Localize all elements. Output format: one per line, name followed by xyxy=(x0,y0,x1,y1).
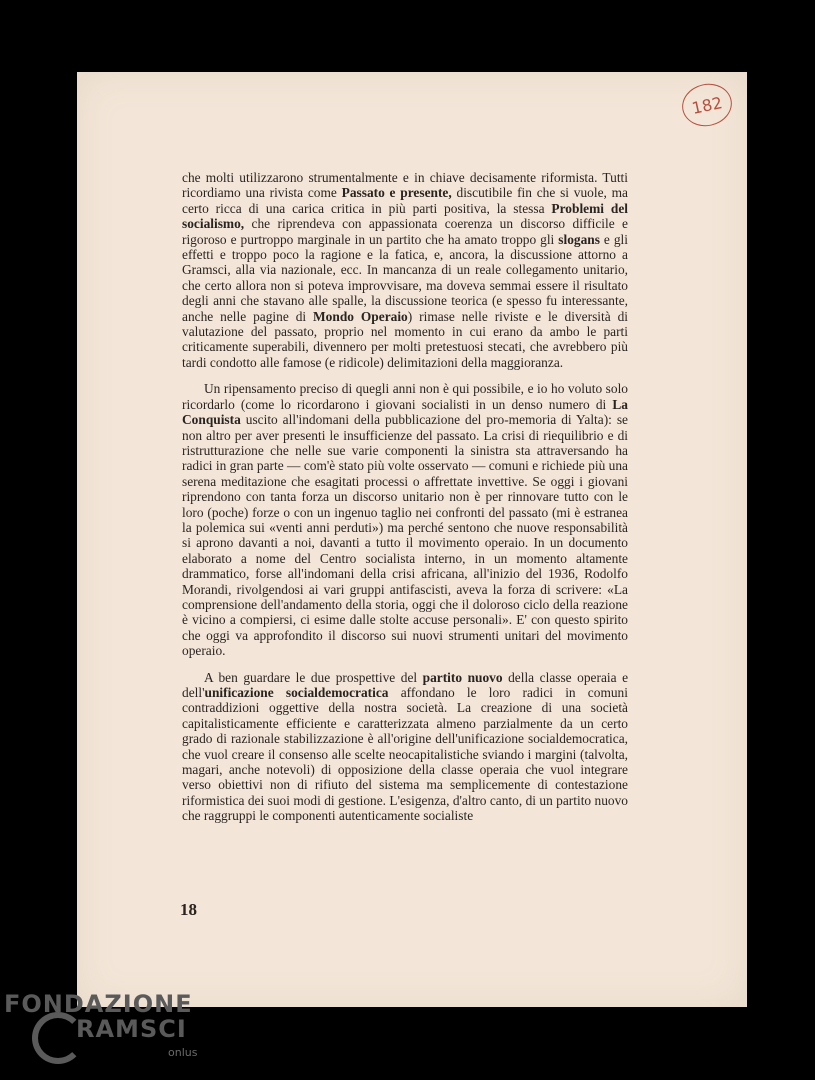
bold-title-run: Passato e presente, xyxy=(341,185,452,201)
bold-title-run: slogans xyxy=(558,231,600,247)
logo-line-3: onlus xyxy=(168,1046,198,1059)
logo-line-1: FONDAZIONE xyxy=(4,990,193,1018)
logo-line-2: RAMSCI xyxy=(76,1015,187,1043)
bold-title-run: La Conquista xyxy=(182,396,628,428)
bold-title-run: unificazione socialdemocratica xyxy=(204,685,389,700)
page-number: 18 xyxy=(180,900,197,919)
archive-folio-stamp: 182 xyxy=(678,79,736,130)
bold-title-run: Problemi del socialismo, xyxy=(182,200,628,232)
paragraph-3 xyxy=(182,670,628,824)
text-run: A ben guardare le due prospettive del xyxy=(204,669,423,685)
paragraph-1 xyxy=(182,170,628,370)
bold-title-run: partito nuovo xyxy=(422,669,503,685)
text-run: che molti utilizzarono strumentalmente e in chiave decisamente riformista. Tutti ricordiamo una rivista come xyxy=(182,170,628,201)
text-run: uscito all'indomani della pubblicazione del pro-memoria di Yalta): se non altro per aver presenti le insufficienze del passato. La crisi di riequilibrio e di ristrutturazione che nelle sue varie componenti la sinistra sta attraversando ha radici in gran parte — com'è stato più volte osservato — comuni e richiede più una serena meditazione che esagitati processi o affrettate invettive. Se oggi i giovani riprendono con tanta forza un discorso unitario non è per rinnovare tutto con le loro (poche) forze o con un ingenuo taglio nei confronti del passato (mi è estranea la polemica sui «venti anni perduti») ma perché sentono che nuove responsabilità si aprono davanti a noi, davanti a tutto il movimento operaio. In un documento elaborato a nome del Centro socialista interno, in un momento altamente drammatico, forse all'indomani della crisi africana, all'inizio del 1936, Rodolfo Morandi, rivolgendosi ai vari gruppi antifascisti, aveva la forza di scrivere: «La comprensione dell'andamento della storia, oggi che il doloroso ciclo della reazione è vicino a compiersi, ci esime dalle stolte accuse personali». E' con questo spirito che oggi va approfondito il discorso sui nuovi strumenti unitari del movimento operaio. xyxy=(182,412,628,659)
text-run: Un ripensamento preciso di quegli anni non è qui possibile, e io ho voluto solo ricordarlo (come lo ricordarono i giovani socialisti in un denso numero di xyxy=(182,381,628,412)
text-run: discutibile fin che si vuole, ma certo ricca di una carica critica in più parti positiva, la stessa xyxy=(182,185,628,216)
paragraph-2 xyxy=(182,381,628,658)
text-run: ) rimase nelle riviste e le diversità di valutazione del passato, proprio nel momento in cui erano da ambo le parti criticamente superabili, divennero per molti pretestuosi stecati, che avrebbero più tardi condotto alle famose (e ridicole) delimitazioni della maggioranza. xyxy=(182,308,628,370)
text-run: della classe operaia e dell' xyxy=(182,669,629,700)
text-run: e gli effetti e troppo poco la ragione e la fatica, e, ancora, la discussione attorno a Gramsci, alla via nazionale, ecc. In mancanza di un reale collegamento unitario, che certo allora non si poteva improvvisare, ma doveva semmai essere il risultato degli anni che stavano alle spalle, la discussione teorica (e spesso fu interessante, anche nelle pagine di xyxy=(182,231,628,324)
text-run: che riprendeva con appassionata coerenza un discorso difficile e rigoroso e purtroppo marginale in un partito che ha amato troppo gli xyxy=(182,216,628,247)
body-text xyxy=(182,170,628,835)
text-run: affondano le loro radici in comuni contraddizioni oggettive della nostra società. La creazione di una società capitalisticamente efficiente e caratterizzata almeno parzialmente da un certo grado di razionale stabilizzazione è all'origine dell'unificazione socialdemocratica, che vuol creare il consenso alle scelte neocapitalistiche sviando i margini (talvolta, magari, anche notevoli) di opposizione della classe operaia che vuol integrare verso obiettivi non di rifiuto del sistema ma semplicemente di contestazione riformistica dei suoi modi di gestione. L'esigenza, d'altro canto, di un partito nuovo che raggruppi le componenti autenticamente socialiste xyxy=(182,685,628,824)
bold-title-run: Mondo Operaio xyxy=(313,308,408,324)
fondazione-gramsci-logo xyxy=(4,990,214,1070)
